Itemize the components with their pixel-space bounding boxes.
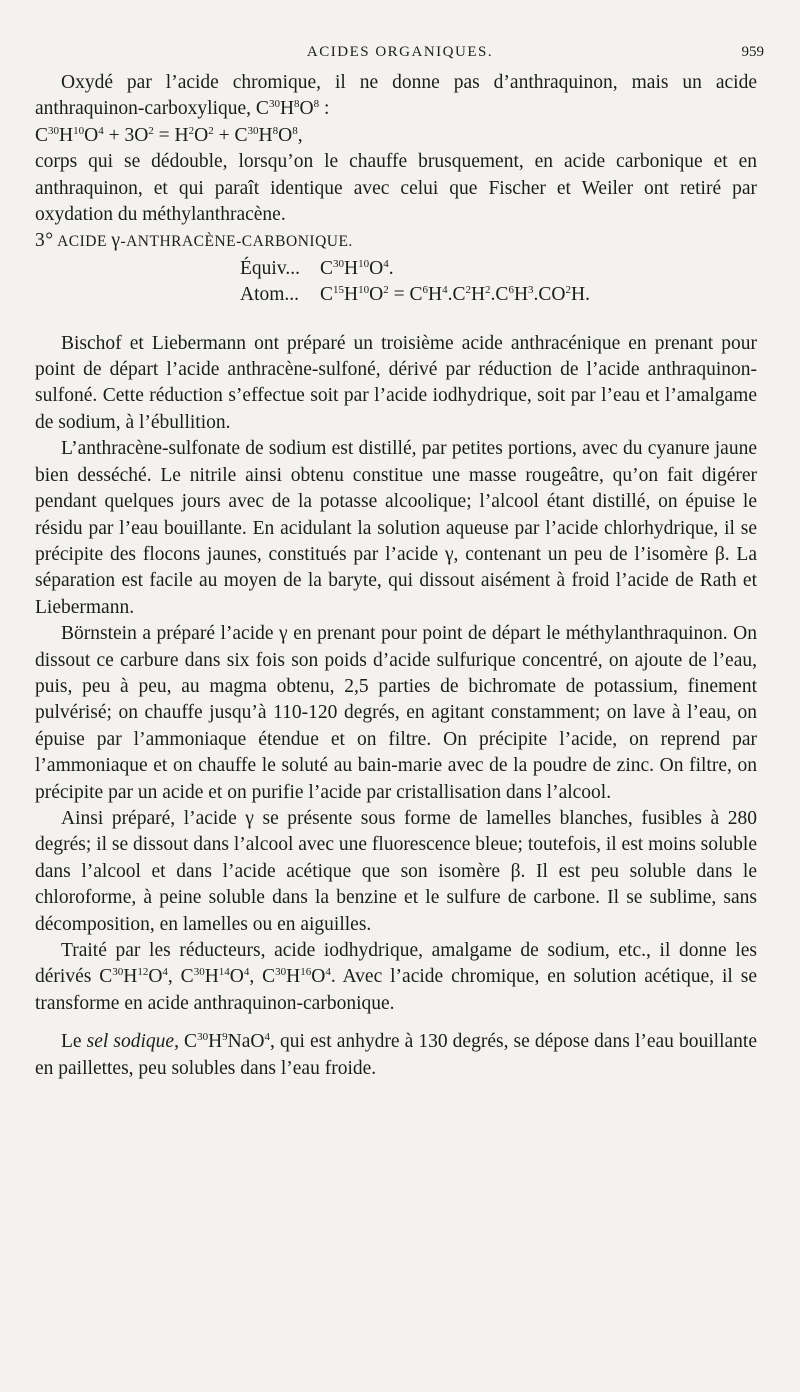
- page-number: 959: [741, 44, 764, 60]
- paragraph-bischof: Bischof et Liebermann ont préparé un troisième acide anthracénique en prenant pour point de départ l’acide anthracène-sulfoné, dérivé par réduction de l’acide anthraquinon-sulfoné. Cette réduction s’effectue soit par l’acide iodhydrique, soit par l’eau et l’amalgame de sodium, à l’ébullition.: [35, 332, 757, 433]
- paragraph-decomposition: corps qui se dédouble, lorsqu’on le chauffe brusquement, en acide carbonique et en anthraquinon, et qui paraît identique avec celui que Fischer et Weiler ont retiré par oxydation du méthylanthracène.: [35, 151, 757, 226]
- section-heading: 3° ACIDE γ-ANTHRACÈNE-CARBONIQUE.: [35, 230, 353, 252]
- running-head: [0, 44, 800, 68]
- spacer: [35, 1017, 757, 1029]
- formula-equiv: Équiv... $C^{30}H^{10}O^4$.: [240, 257, 394, 279]
- paragraph-reducers: Traité par les réducteurs, acide iodhydrique, amalgame de sodium, etc., il donne les dérivés $C^{30}H^{12}O^4$, $C^{30}H^{14}O^4$, $C^{30}H^{16}O^4$. Avec l’acide chromique, en solution acétique, il se transforme en acide anthraquinon-carbonique.: [35, 940, 757, 1014]
- running-title: ACIDES ORGANIQUES.: [306, 44, 494, 60]
- paragraph-oxidation: Oxydé par l’acide chromique, il ne donne pas d’anthraquinon, mais un acide anthraquinon-carboxylique, $C^{30}H^8O^8$ :: [35, 72, 757, 120]
- oxidation-equation: $C^{30}H^{10}O^4 + 3O^2 = H^2O^2 + C^{30}H^8O^8$,: [35, 124, 303, 146]
- paragraph-bornstein: Börnstein a préparé l’acide γ en prenant pour point de départ le méthylanthraquinon. On dissout ce carbure dans six fois son poids d’acide sulfurique concentré, on ajoute de l’eau, puis, peu à peu, au magma obtenu, 2,5 parties de bichromate de potassium, finement pulvérisé; on chauffe jusqu’à 110-120 degrés, en agitant constamment; on lave à l’eau, on épuise par l’ammoniaque étendue et on filtre. On précipite l’acide, on reprend par l’ammoniaque et on chauffe le soluté au bain-marie avec de la poudre de zinc. On filtre, on précipite par un acide et on purifie l’acide par cristallisation dans l’alcool.: [35, 623, 757, 803]
- paragraph-properties: Ainsi préparé, l’acide γ se présente sous forme de lamelles blanches, fusibles à 280 degrés; il se dissout dans l’alcool avec une fluorescence bleue; toutefois, il est moins soluble dans l’alcool et dans l’acide acétique que son isomère β. Il est peu soluble dans le chloroforme, à peine soluble dans la benzine et le sulfure de carbone. Il se sublime, sans décomposition, en lamelles ou en aiguilles.: [35, 807, 757, 935]
- spacer: [35, 309, 757, 331]
- paragraph-sodium-salt: Le sel sodique, $C^{30}H^9NaO^4$, qui est anhydre à 130 degrés, se dépose dans l’eau bouillante en paillettes, peu solubles dans l’eau froide.: [35, 1031, 757, 1079]
- body-text: [35, 70, 757, 1082]
- formula-atom: Atom... $C^{15}H^{10}O^2 = C^6H^4.C^2H^2.C^6H^3.CO^2H$.: [240, 284, 590, 306]
- paragraph-sulfonate: L’anthracène-sulfonate de sodium est distillé, par petites portions, avec du cyanure jaune bien desséché. Le nitrile ainsi obtenu constitue une masse rougeâtre, qu’on fait digérer pendant quelques jours avec de la potasse alcoolique; l’alcool étant distillé, on épuise le résidu par l’eau bouillante. En acidulant la solution aqueuse par l’acide chlorhydrique, il se précipite des flocons jaunes, constitués par l’acide γ, contenant un peu de l’isomère β. La séparation est facile au moyen de la baryte, qui dissout aisément à froid l’acide de Rath et Liebermann.: [35, 438, 757, 618]
- formula-block: [240, 256, 620, 309]
